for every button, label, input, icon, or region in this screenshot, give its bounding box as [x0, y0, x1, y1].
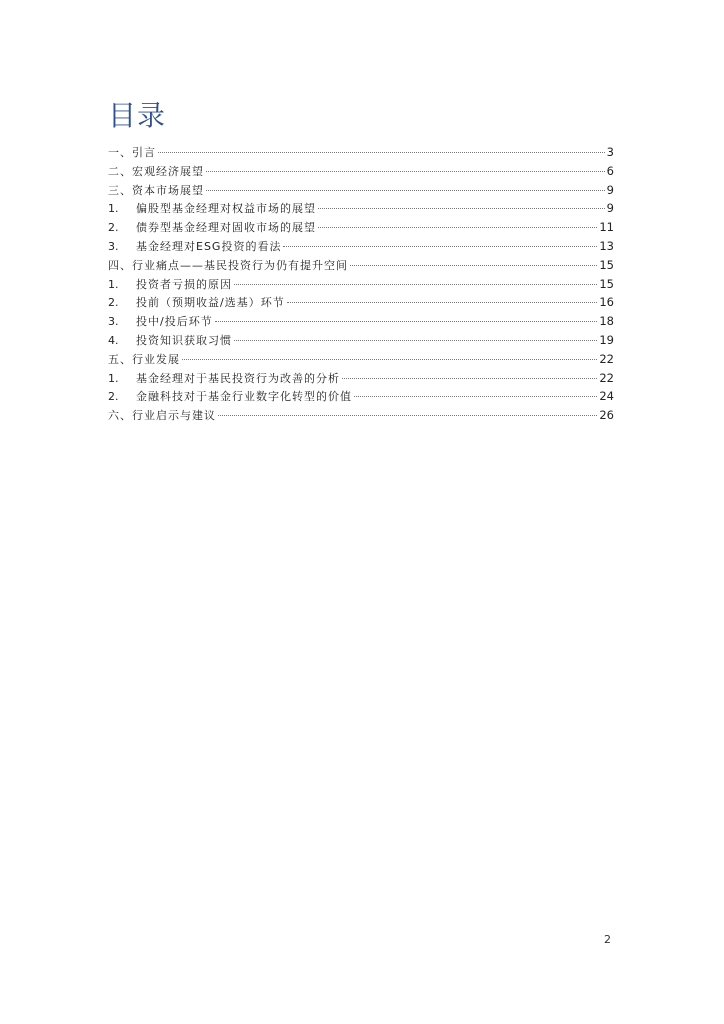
toc-leader-dots — [283, 246, 597, 247]
toc-leader-dots — [234, 284, 597, 285]
toc-entry-number: 3. — [108, 239, 119, 253]
toc-leader-dots — [182, 359, 597, 360]
toc-entry-text: 六、行业启示与建议 — [108, 409, 216, 423]
toc-entry-text: 金融科技对于基金行业数字化转型的价值 — [136, 390, 352, 404]
toc-list — [108, 143, 614, 425]
toc-entry-text: 基金经理对ESG投资的看法 — [136, 239, 282, 253]
toc-entry-text: 投前（预期收益/选基）环节 — [136, 296, 285, 310]
toc-entry[interactable] — [108, 143, 614, 162]
toc-entry-page: 26 — [599, 408, 614, 423]
toc-leader-dots — [218, 415, 597, 416]
toc-entry-text: 基金经理对于基民投资行为改善的分析 — [136, 371, 340, 385]
toc-entry-text: 偏股型基金经理对权益市场的展望 — [136, 202, 316, 216]
toc-entry[interactable] — [108, 275, 614, 294]
toc-entry-text: 一、引言 — [108, 146, 156, 159]
toc-entry-page: 22 — [599, 370, 614, 385]
toc-entry-page: 22 — [599, 351, 614, 366]
toc-entry-label — [108, 351, 180, 370]
toc-entry[interactable] — [108, 218, 614, 237]
toc-entry-page: 9 — [606, 201, 614, 216]
toc-entry-label — [108, 200, 316, 219]
toc-entry-text: 五、行业发展 — [108, 352, 180, 366]
toc-entry-page: 3 — [606, 145, 614, 159]
toc-entry-label — [108, 388, 352, 407]
toc-entry[interactable] — [108, 237, 614, 256]
toc-entry-text: 二、宏观经济展望 — [108, 164, 204, 178]
toc-entry-number: 2. — [108, 296, 119, 310]
toc-entry-text: 债券型基金经理对固收市场的展望 — [136, 221, 316, 235]
toc-entry-text: 三、资本市场展望 — [108, 183, 204, 197]
toc-entry-number: 1. — [108, 277, 119, 291]
toc-entry-page: 15 — [599, 257, 614, 272]
toc-entry-number: 2. — [108, 221, 119, 235]
toc-entry-label — [108, 257, 348, 276]
toc-entry-label — [108, 332, 232, 351]
toc-leader-dots — [206, 171, 605, 172]
toc-entry-text: 投资者亏损的原因 — [136, 277, 232, 291]
toc-entry[interactable] — [108, 312, 614, 331]
toc-leader-dots — [354, 396, 597, 397]
toc-entry[interactable] — [108, 350, 614, 369]
toc-entry-number: 2. — [108, 390, 119, 404]
toc-entry-page: 24 — [599, 389, 614, 404]
toc-leader-dots — [342, 378, 597, 379]
toc-entry-label — [108, 313, 213, 332]
toc-entry-label — [108, 238, 281, 257]
toc-entry-page: 15 — [599, 276, 614, 291]
toc-leader-dots — [318, 208, 605, 209]
toc-entry[interactable] — [108, 256, 614, 275]
toc-entry-label — [108, 294, 285, 313]
toc-title: 目录 — [108, 99, 167, 132]
toc-entry-text: 投中/投后环节 — [136, 315, 213, 329]
toc-entry-page: 16 — [599, 295, 614, 310]
toc-entry[interactable] — [108, 406, 614, 425]
toc-entry-label — [108, 182, 204, 201]
toc-entry-label — [108, 219, 316, 238]
toc-entry-text: 投资知识获取习惯 — [136, 333, 232, 347]
toc-entry-label — [108, 370, 340, 389]
toc-leader-dots — [158, 152, 605, 153]
toc-entry[interactable] — [108, 369, 614, 388]
toc-entry[interactable] — [108, 162, 614, 181]
toc-entry-page: 13 — [599, 238, 614, 253]
toc-entry[interactable] — [108, 387, 614, 406]
toc-entry-number: 4. — [108, 333, 119, 347]
toc-leader-dots — [318, 227, 597, 228]
toc-entry-page: 11 — [599, 220, 614, 235]
toc-entry-label — [108, 276, 232, 295]
toc-entry-label — [108, 163, 204, 182]
toc-entry-label — [108, 407, 216, 426]
toc-entry-number: 1. — [108, 202, 119, 216]
toc-entry-number: 3. — [108, 315, 119, 329]
toc-leader-dots — [234, 340, 597, 341]
toc-leader-dots — [206, 190, 605, 191]
toc-entry[interactable] — [108, 331, 614, 350]
toc-entry-page: 19 — [599, 332, 614, 347]
toc-entry-page: 9 — [606, 182, 614, 197]
toc-entry-label — [108, 144, 156, 163]
page-number: 2 — [604, 933, 611, 946]
toc-entry-text: 四、行业痛点——基民投资行为仍有提升空间 — [108, 258, 348, 272]
toc-entry[interactable] — [108, 293, 614, 312]
toc-entry[interactable] — [108, 181, 614, 200]
toc-entry-number: 1. — [108, 371, 119, 385]
toc-entry[interactable] — [108, 199, 614, 218]
toc-leader-dots — [350, 265, 597, 266]
toc-leader-dots — [215, 321, 598, 322]
toc-entry-page: 6 — [606, 163, 614, 178]
toc-entry-page: 18 — [599, 314, 614, 329]
toc-leader-dots — [287, 302, 598, 303]
